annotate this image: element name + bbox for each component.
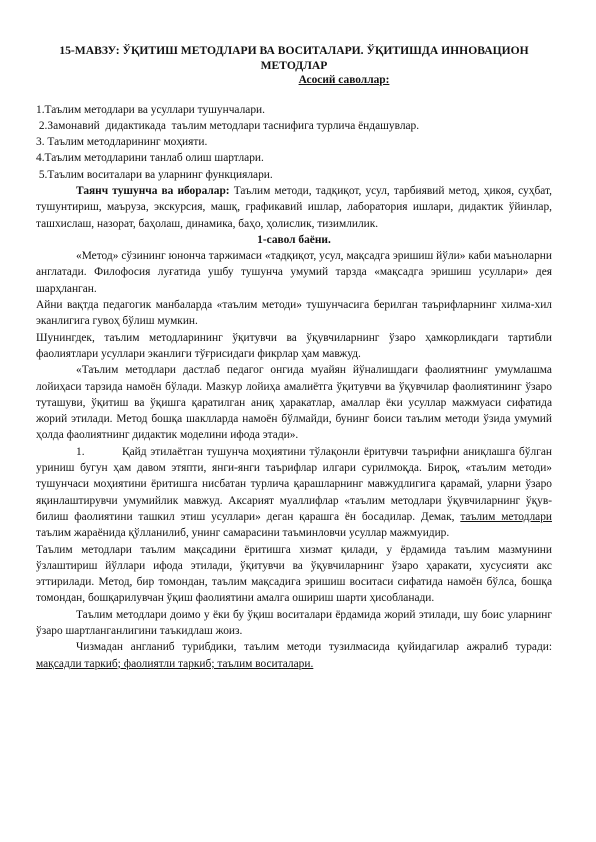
underlined-term: таълим методлари (460, 510, 552, 523)
paragraph: «Метод» сўзининг юнонча таржимаси «тадқиқот, усул, мақсадга эришиш йўли» каби маъноларни англатади. Филофосия луғатида ушбу тушунча умумий тарзда «мақсадга эришиш усуллари» дея шарҳланган. (36, 250, 552, 295)
question-item: 2.Замонавий дидактикада таълим методлари таснифига турлича ёндашувлар. (36, 119, 420, 132)
paragraph: Айни вақтда педагогик манбаларда «таълим методи» тушунчасига берилган таърифларнинг хилма-хил эканлигига гувоҳ бўлиш мумкин. (36, 299, 552, 328)
keywords-text: Таълим методи, тадқиқот, усул, тарбиявий метод, ҳикоя, суҳбат, тушунтириш, маъруза, экскурсия, машқ, графикавий ишлар, лаборатория ишлари, дидактик ўйинлар, ташхислаш, назорат, баҳолаш, динамика, баҳо, ҳолислик, тизимлилик. (36, 184, 552, 230)
topic-title-line2: МЕТОДЛАР (260, 58, 328, 72)
paragraph-text: таълим жараёнида қўлланилиб, унинг самарасини таъминловчи усуллар мажмуидир. (36, 527, 450, 540)
section-heading: 1-савол баёни. (257, 233, 331, 246)
underlined-list: мақсадли таркиб; фаолиятли таркиб; таълим воситалари. (36, 657, 314, 670)
topic-title-line1: 15-МАВЗУ: ЎҚИТИШ МЕТОДЛАРИ ВА ВОСИТАЛАРИ. ЎҚИТИШДА ИННОВАЦИОН (59, 44, 529, 57)
paragraph: Таълим методлари таълим мақсадини ёритишга хизмат қилади, у ёрдамида таълим мазмунини ўзлаштириш йўллари ифода этилади, ўқитувчи ва ўқувчиларнинг ўзаро ҳаракати, хусусияти акс эттирилади. Метод, бир томондан, таълим мақсадига эришиш воситаси сифатида намоён бўлса, бошқа томондан, бошқарилувчан ўқиш фаолиятини амалга ошириш шарти ҳисобланади. (36, 543, 552, 605)
paragraph-text: Қайд этилаётган тушунча моҳиятини тўлақонли ёритувчи таърифни аниқлашга бўлган уриниш бугун ҳам давом этяпти, янги-янги таърифлар илгари сурилмоқда. Бироқ, «таълим методи» тушунчаси моҳиятини ёритишга нисбатан турлича қарашларнинг мавжудлигига қарамай, уларни ўзаро яқинлаштирувчи умумийлик мавжуд. Аксарият муаллифлар «таълим методлари ўқувчиларнинг ўқув-билиш фаолиятини ташкил этиш усуллари» деган қарашга ён босадилар. Демак, (36, 445, 552, 523)
paragraph: Шунингдек, таълим методларининг ўқитувчи ва ўқувчиларнинг ўзаро ҳамкорликдаги тартибли фаолиятлари усуллари эканлиги тўғрисидаги фикрлар ҳам мавжуд. (36, 331, 552, 360)
keywords-paragraph (36, 183, 552, 232)
questions-subtitle-text: Асосий саволлар: (298, 74, 390, 86)
paragraph: Таълим методлари доимо у ёки бу ўқиш воситалари ёрдамида жорий этилади, шу боис уларнинг ўзаро шартланганлигини таъкидлаш жоиз. (36, 608, 552, 637)
questions-subtitle (36, 73, 552, 88)
document-page (36, 44, 552, 672)
paragraph: «Таълим методлари дастлаб педагог онгида муайян йўналишдаги фаолиятнинг умумлашма лойиҳаси тарзида намоён бўлади. Мазкур лойиҳа амалиётга ўқитувчи ва ўқувчилар фаолиятининг ўзаро туташуви, ўқитиш ва ўқишга қаратилган аниқ ҳаракатлар, амаллар ёки усуллар мажмуаси сифатида жорий этилади. Метод бошқа шаклларда намоён бўлмайди, бунинг боиси таълим методи ўзида умумий ҳолда фаолиятнинг дидактик моделини ифода этади». (36, 364, 552, 442)
question-item: 3. Таълим методларининг моҳияти. (36, 136, 208, 149)
paragraph-number: 1. (76, 445, 85, 458)
numbered-paragraph (36, 444, 552, 542)
question-item: 4.Таълим методларини танлаб олиш шартлари. (36, 152, 264, 165)
paragraph-text: Чизмадан англаниб турибдики, таълим методи тузилмасида қуйидагилар ажралиб туради: (76, 641, 552, 654)
paragraph (36, 639, 552, 672)
question-item: 5.Таълим воситалари ва уларнинг функциялари. (36, 168, 273, 181)
question-item: 1.Таълим методлари ва усуллари тушунчалари. (36, 103, 265, 116)
questions-list (36, 102, 552, 183)
keywords-label: Таянч тушунча ва иборалар: (76, 184, 230, 197)
